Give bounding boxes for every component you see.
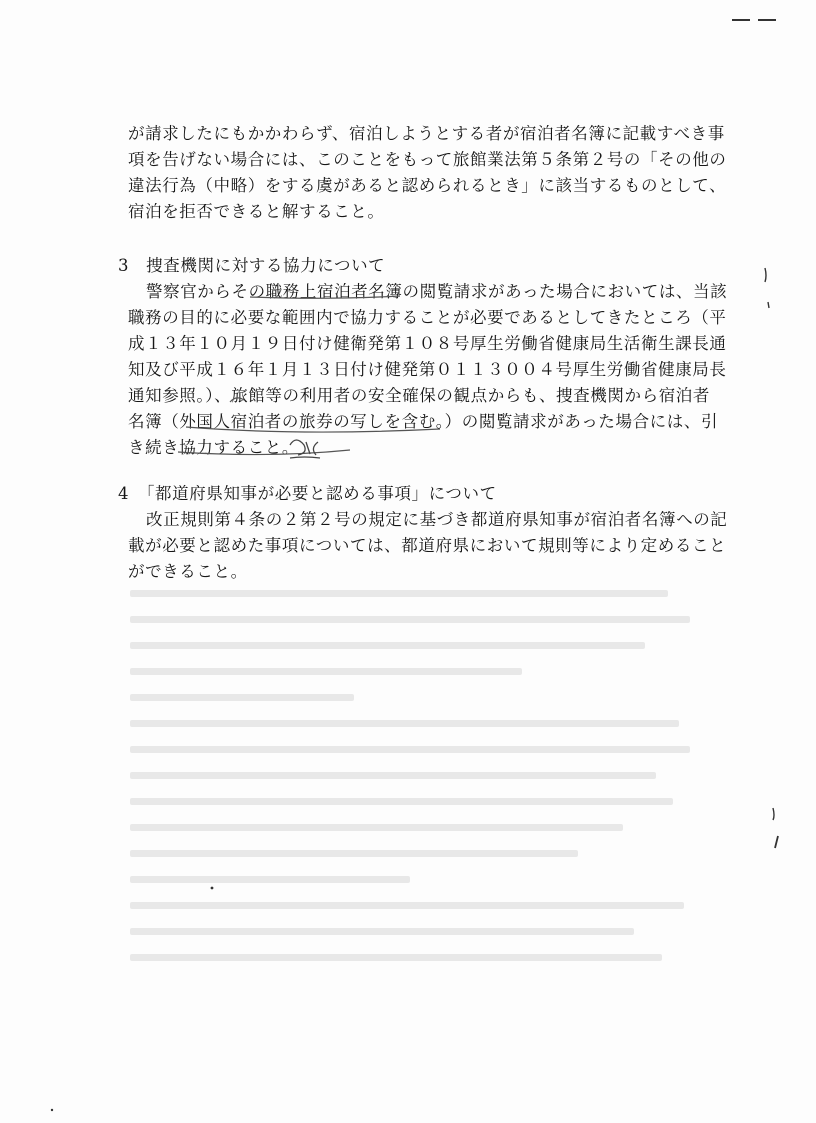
section-3-line-7: き続き協力すること。 xyxy=(128,438,299,457)
section-4-line-3: ができること。 xyxy=(128,562,248,581)
section-3-line-1: 警察官からその職務上宿泊者名簿の閲覧請求があった場合においては、当該 xyxy=(146,282,728,301)
section-4-heading: 4 「都道府県知事が必要と認める事項」について xyxy=(118,484,497,503)
section-3-line-2: 職務の目的に必要な範囲内で協力することが必要であるとしてきたところ（平 xyxy=(128,308,727,327)
section-3-line-3: 成１３年１０月１９日付け健衛発第１０８号厚生労働省健康局生活衛生課長通 xyxy=(128,334,727,353)
intro-line-2: 項を告げない場合には、このことをもって旅館業法第５条第２号の「その他の xyxy=(128,150,727,169)
intro-line-4: 宿泊を拒否できると解すること。 xyxy=(128,202,385,221)
section-3-line-6: 名簿（外国人宿泊者の旅券の写しを含む。）の閲覧請求があった場合には、引 xyxy=(128,412,719,431)
intro-line-3: 違法行為（中略）をする虞があると認められるとき」に該当するものとして、 xyxy=(128,176,727,195)
bleed-through-text xyxy=(130,590,690,1010)
section-3-heading: 3 捜査機関に対する協力について xyxy=(118,256,386,275)
section-4-line-1: 改正規則第４条の２第２号の規定に基づき都道府県知事が宿泊者名簿への記 xyxy=(146,510,728,529)
intro-line-1: が請求したにもかかわらず、宿泊しようとする者が宿泊者名簿に記載すべき事 xyxy=(128,124,725,143)
section-3-line-4: 知及び平成１６年１月１３日付け健発第０１１３００４号厚生労働省健康局長 xyxy=(128,360,727,379)
section-4-line-2: 載が必要と認めた事項については、都道府県において規則等により定めること xyxy=(128,536,727,555)
section-3-line-5: 通知参照。）、旅館等の利用者の安全確保の観点からも、捜査機関から宿泊者 xyxy=(128,386,710,405)
